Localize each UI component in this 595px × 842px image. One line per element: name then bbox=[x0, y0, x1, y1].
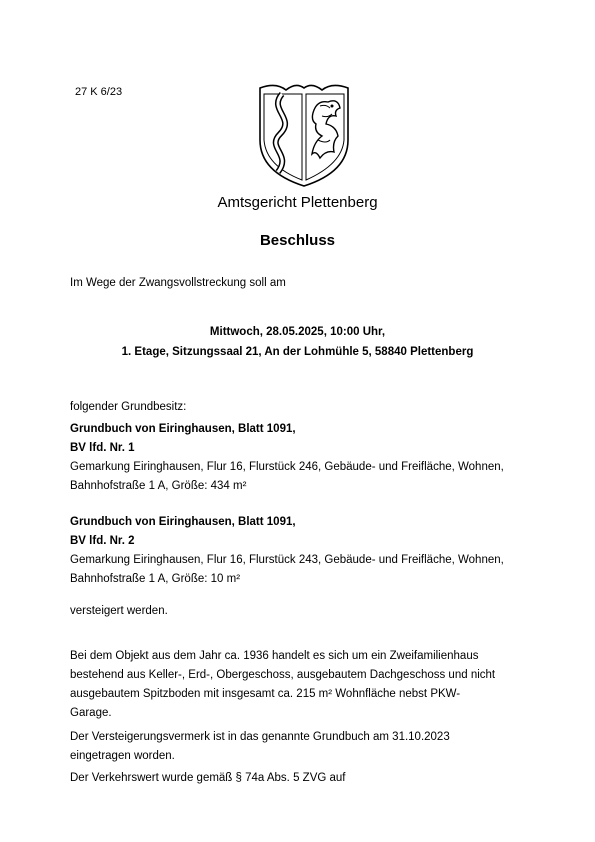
registration-note-line: eingetragen worden. bbox=[70, 750, 175, 762]
property-description: Gemarkung Eiringhausen, Flur 16, Flurstück 246, Gebäude- und Freifläche, Wohnen, bbox=[70, 461, 504, 473]
market-value-note: Der Verkehrswert wurde gemäß § 74a Abs. 5 ZVG auf bbox=[70, 772, 346, 784]
auction-text: versteigert werden. bbox=[70, 605, 168, 617]
intro-text: Im Wege der Zwangsvollstreckung soll am bbox=[70, 277, 286, 289]
property-title: Grundbuch von Eiringhausen, Blatt 1091, bbox=[70, 423, 296, 435]
property-number: BV lfd. Nr. 2 bbox=[70, 535, 135, 547]
object-description-line: bestehend aus Keller-, Erd-, Obergeschoss, ausgebautem Dachgeschoss und nicht bbox=[70, 669, 496, 681]
property-entry-1 bbox=[70, 420, 504, 496]
object-description-line: ausgebautem Spitzboden mit insgesamt ca. 215 m² Wohnfläche nebst PKW- bbox=[70, 688, 461, 700]
property-address: Bahnhofstraße 1 A, Größe: 434 m² bbox=[70, 480, 247, 492]
case-number: 27 K 6/23 bbox=[75, 86, 123, 98]
property-entry-2 bbox=[70, 513, 504, 589]
registration-note bbox=[70, 728, 450, 766]
property-description: Gemarkung Eiringhausen, Flur 16, Flurstück 243, Gebäude- und Freifläche, Wohnen, bbox=[70, 554, 504, 566]
property-number: BV lfd. Nr. 1 bbox=[70, 442, 135, 454]
registration-note-line: Der Versteigerungsvermerk ist in das genannte Grundbuch am 31.10.2023 bbox=[70, 731, 450, 743]
property-address: Bahnhofstraße 1 A, Größe: 10 m² bbox=[70, 573, 241, 585]
document-title: Beschluss bbox=[259, 232, 336, 249]
object-description-line: Bei dem Objekt aus dem Jahr ca. 1936 handelt es sich um ein Zweifamilienhaus bbox=[70, 650, 479, 662]
court-coat-of-arms-logo bbox=[256, 80, 352, 190]
property-title: Grundbuch von Eiringhausen, Blatt 1091, bbox=[70, 516, 296, 528]
property-intro: folgender Grundbesitz: bbox=[70, 401, 187, 413]
auction-location: 1. Etage, Sitzungssaal 21, An der Lohmühle 5, 58840 Plettenberg bbox=[121, 346, 474, 358]
court-name: Amtsgericht Plettenberg bbox=[217, 194, 378, 211]
object-description-line: Garage. bbox=[70, 707, 112, 719]
object-description bbox=[70, 647, 495, 723]
auction-date: Mittwoch, 28.05.2025, 10:00 Uhr, bbox=[209, 326, 386, 338]
